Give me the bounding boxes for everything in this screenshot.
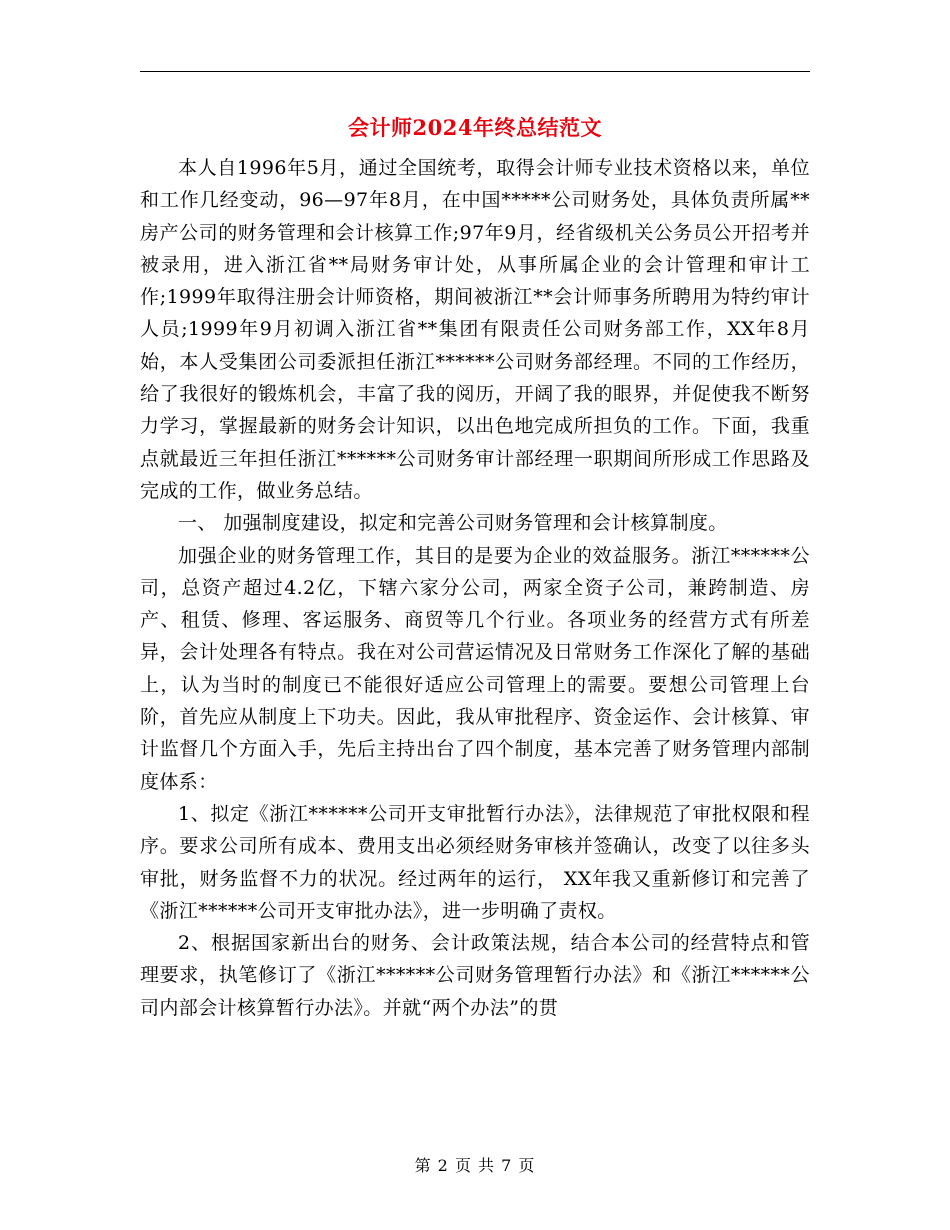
paragraph-company-overview: 加强企业的财务管理工作，其目的是要为企业的效益服务。浙江******公司，总资产超过4.2亿，下辖六家分公司，两家全资子公司，兼跨制造、房产、租赁、修理、客运服务、商贸等几个行业。各项业务的经营方式有所差异，会计处理各有特点。我在对公司营运情况及日常财务工作深化了解的基础上，认为当时的制度已不能很好适应公司管理上的需要。要想公司管理上台阶，首先应从制度上下功夫。因此，我从审批程序、资金运作、会计核算、审计监督几个方面入手，先后主持出台了四个制度，基本完善了财务管理内部制度体系： xyxy=(140,544,810,793)
page-number: 第 2 页 共 7 页 xyxy=(414,1156,536,1175)
paragraph-item-1: 1、拟定《浙江******公司开支审批暂行办法》，法律规范了审批权限和程序。要求公司所有成本、费用支出必须经财务审核并签确认，改变了以往多头审批，财务监督不力的状况。经过两年的运行， XX年我又重新修订和完善了《浙江******公司开支审批办法》，进一步明确了责权。 xyxy=(140,802,810,922)
paragraph-item-2: 2、根据国家新出台的财务、会计政策法规，结合本公司的经营特点和管理要求，执笔修订了《浙江******公司财务管理暂行办法》和《浙江******公司内部会计核算暂行办法》。并就“两个办法”的贯 xyxy=(140,932,810,1019)
header-rule xyxy=(140,71,810,72)
section-heading-1: 一、 加强制度建设，拟定和完善公司财务管理和会计核算制度。 xyxy=(178,512,728,535)
document-body xyxy=(140,152,810,1024)
document-title: 会计师2024年终总结范文 xyxy=(348,115,602,140)
paragraph-intro: 本人自1996年5月，通过全国统考，取得会计师专业技术资格以来，单位和工作几经变动，96—97年8月，在中国*****公司财务处，具体负责所属**房产公司的财务管理和会计核算工作;97年9月，经省级机关公务员公开招考并被录用，进入浙江省**局财务审计处，从事所属企业的会计管理和审计工作;1999年取得注册会计师资格，期间被浙江**会计师事务所聘用为特约审计人员;1999年9月初调入浙江省**集团有限责任公司财务部工作，XX年8月始，本人受集团公司委派担任浙江******公司财务部经理。不同的工作经历，给了我很好的锻炼机会，丰富了我的阅历，开阔了我的眼界，并促使我不断努力学习，掌握最新的财务会计知识，以出色地完成所担负的工作。下面，我重点就最近三年担任浙江******公司财务审计部经理一职期间所形成工作思路及完成的工作，做业务总结。 xyxy=(140,157,810,502)
